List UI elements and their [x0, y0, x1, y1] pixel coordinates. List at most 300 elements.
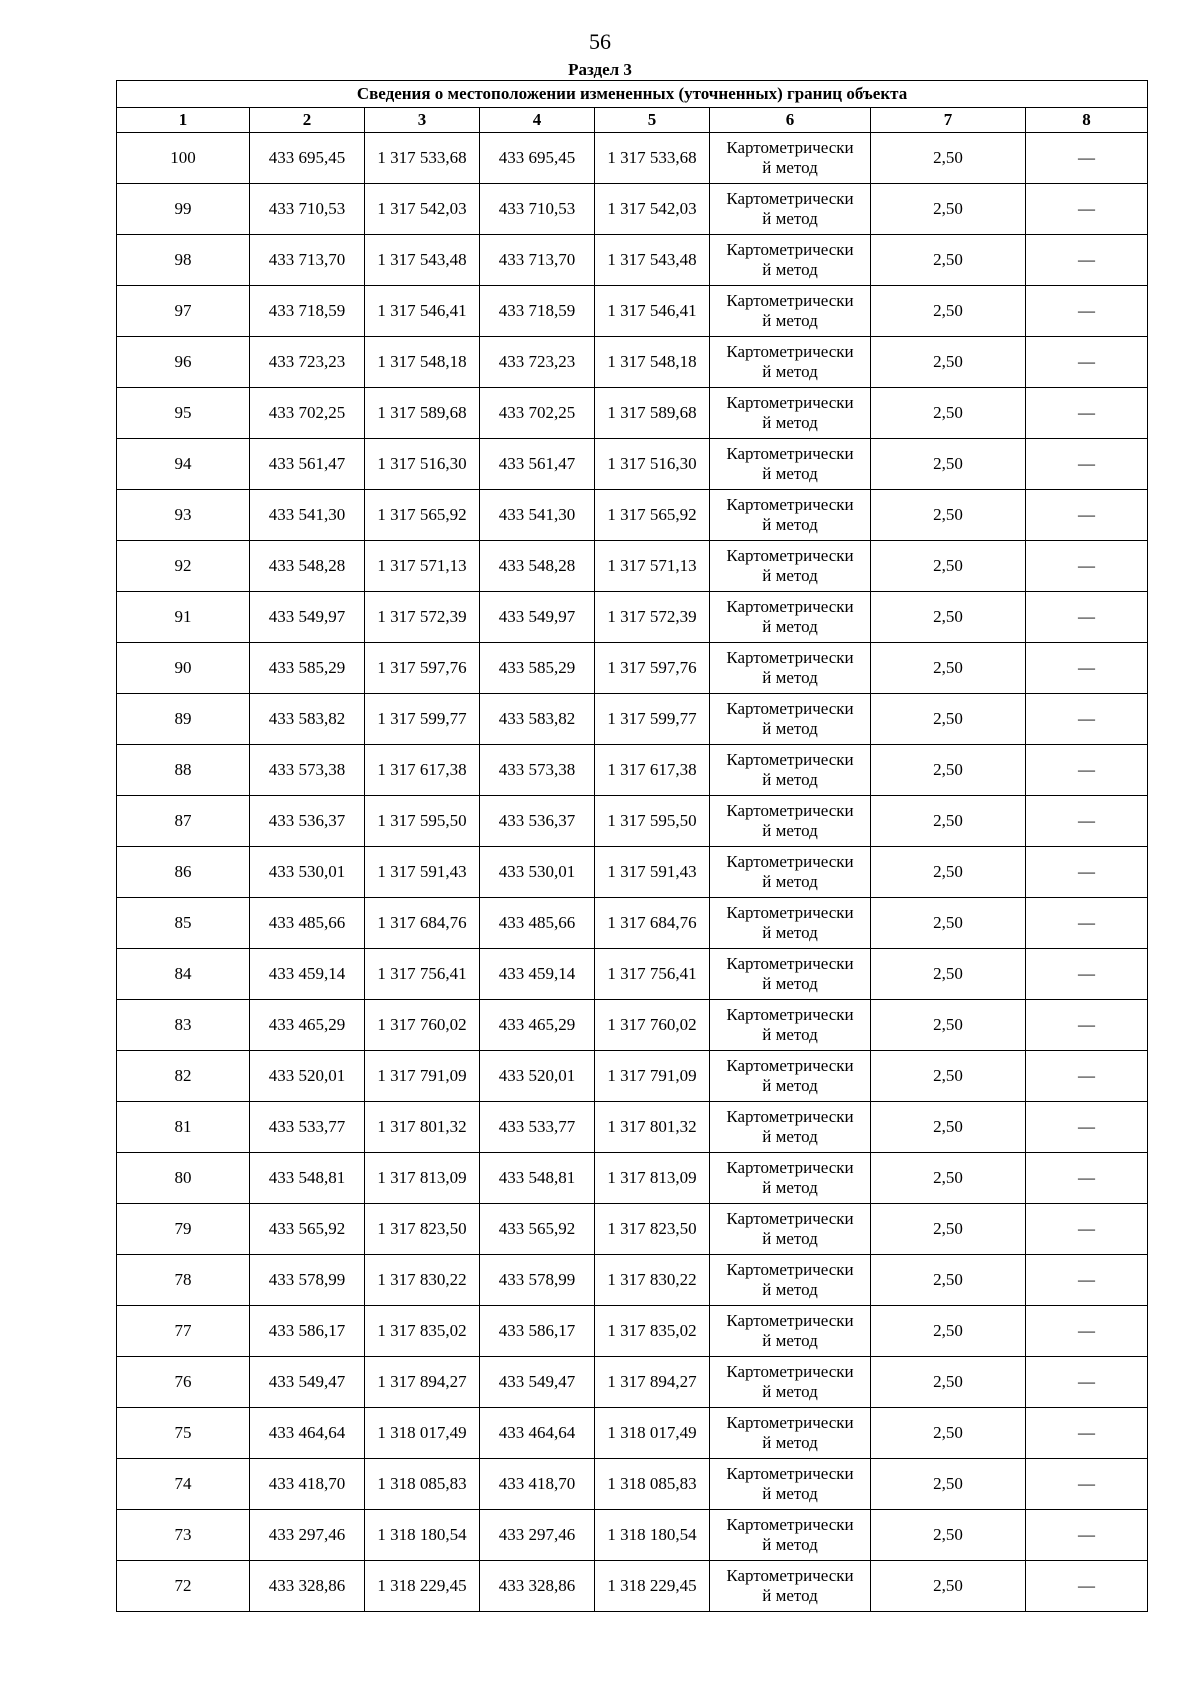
x-coord-new-cell: 433 585,29 [480, 643, 595, 694]
accuracy-cell: 2,50 [871, 1561, 1026, 1612]
note-cell: — [1026, 1102, 1148, 1153]
table-row [117, 694, 1148, 745]
note-cell: — [1026, 949, 1148, 1000]
method-line-1: Картометрически [726, 1056, 854, 1075]
y-coord-new-cell: 1 317 543,48 [595, 235, 710, 286]
x-coord-old-cell: 433 464,64 [250, 1408, 365, 1459]
point-number-cell: 86 [117, 847, 250, 898]
method-cell [710, 898, 871, 949]
x-coord-old-cell: 433 718,59 [250, 286, 365, 337]
method-line-1: Картометрически [726, 1107, 854, 1126]
method-line-2: й метод [762, 515, 818, 534]
method-line-1: Картометрически [726, 954, 854, 973]
method-line-2: й метод [762, 158, 818, 177]
table-row [117, 1102, 1148, 1153]
method-line-2: й метод [762, 668, 818, 687]
y-coord-new-cell: 1 317 801,32 [595, 1102, 710, 1153]
table-row [117, 1153, 1148, 1204]
x-coord-old-cell: 433 548,81 [250, 1153, 365, 1204]
y-coord-old-cell: 1 317 597,76 [365, 643, 480, 694]
note-cell: — [1026, 1153, 1148, 1204]
y-coord-new-cell: 1 317 548,18 [595, 337, 710, 388]
table-row [117, 643, 1148, 694]
y-coord-old-cell: 1 317 813,09 [365, 1153, 480, 1204]
x-coord-new-cell: 433 530,01 [480, 847, 595, 898]
method-line-2: й метод [762, 209, 818, 228]
method-cell [710, 184, 871, 235]
method-cell [710, 745, 871, 796]
y-coord-old-cell: 1 318 017,49 [365, 1408, 480, 1459]
method-cell [710, 1255, 871, 1306]
method-cell [710, 1561, 871, 1612]
note-cell: — [1026, 541, 1148, 592]
y-coord-old-cell: 1 317 595,50 [365, 796, 480, 847]
x-coord-old-cell: 433 565,92 [250, 1204, 365, 1255]
method-cell [710, 439, 871, 490]
y-coord-old-cell: 1 317 835,02 [365, 1306, 480, 1357]
x-coord-old-cell: 433 573,38 [250, 745, 365, 796]
x-coord-old-cell: 433 549,97 [250, 592, 365, 643]
x-coord-new-cell: 433 723,23 [480, 337, 595, 388]
y-coord-old-cell: 1 318 085,83 [365, 1459, 480, 1510]
y-coord-new-cell: 1 317 823,50 [595, 1204, 710, 1255]
note-cell: — [1026, 1510, 1148, 1561]
note-cell: — [1026, 796, 1148, 847]
table-row [117, 592, 1148, 643]
table-body [117, 133, 1148, 1612]
method-cell [710, 694, 871, 745]
method-line-1: Картометрически [726, 138, 854, 157]
table-row [117, 847, 1148, 898]
table-row [117, 235, 1148, 286]
method-line-2: й метод [762, 770, 818, 789]
point-number-cell: 96 [117, 337, 250, 388]
method-line-1: Картометрически [726, 1515, 854, 1534]
note-cell: — [1026, 490, 1148, 541]
point-number-cell: 81 [117, 1102, 250, 1153]
x-coord-old-cell: 433 533,77 [250, 1102, 365, 1153]
note-cell: — [1026, 643, 1148, 694]
accuracy-cell: 2,50 [871, 796, 1026, 847]
method-cell [710, 235, 871, 286]
point-number-cell: 78 [117, 1255, 250, 1306]
method-cell [710, 1357, 871, 1408]
accuracy-cell: 2,50 [871, 643, 1026, 694]
note-cell: — [1026, 1561, 1148, 1612]
method-line-1: Картометрически [726, 1566, 854, 1585]
column-number-5: 5 [595, 108, 710, 133]
point-number-cell: 90 [117, 643, 250, 694]
method-line-2: й метод [762, 1280, 818, 1299]
note-cell: — [1026, 694, 1148, 745]
y-coord-new-cell: 1 317 760,02 [595, 1000, 710, 1051]
table-row [117, 337, 1148, 388]
y-coord-new-cell: 1 317 813,09 [595, 1153, 710, 1204]
y-coord-new-cell: 1 317 617,38 [595, 745, 710, 796]
note-cell: — [1026, 847, 1148, 898]
method-line-2: й метод [762, 1178, 818, 1197]
note-cell: — [1026, 898, 1148, 949]
y-coord-new-cell: 1 317 597,76 [595, 643, 710, 694]
accuracy-cell: 2,50 [871, 541, 1026, 592]
x-coord-old-cell: 433 485,66 [250, 898, 365, 949]
method-line-1: Картометрически [726, 1209, 854, 1228]
method-line-2: й метод [762, 362, 818, 381]
x-coord-old-cell: 433 549,47 [250, 1357, 365, 1408]
method-line-1: Картометрически [726, 1260, 854, 1279]
point-number-cell: 72 [117, 1561, 250, 1612]
method-cell [710, 1051, 871, 1102]
method-cell [710, 133, 871, 184]
point-number-cell: 83 [117, 1000, 250, 1051]
note-cell: — [1026, 235, 1148, 286]
table-row [117, 1051, 1148, 1102]
x-coord-new-cell: 433 520,01 [480, 1051, 595, 1102]
table-caption: Сведения о местоположении измененных (уточненных) границ объекта [117, 81, 1148, 108]
point-number-cell: 88 [117, 745, 250, 796]
method-cell [710, 1204, 871, 1255]
y-coord-old-cell: 1 317 684,76 [365, 898, 480, 949]
x-coord-old-cell: 433 530,01 [250, 847, 365, 898]
method-line-2: й метод [762, 821, 818, 840]
x-coord-new-cell: 433 297,46 [480, 1510, 595, 1561]
accuracy-cell: 2,50 [871, 1051, 1026, 1102]
point-number-cell: 92 [117, 541, 250, 592]
y-coord-old-cell: 1 317 571,13 [365, 541, 480, 592]
y-coord-old-cell: 1 317 546,41 [365, 286, 480, 337]
table-row [117, 439, 1148, 490]
y-coord-new-cell: 1 317 589,68 [595, 388, 710, 439]
x-coord-new-cell: 433 573,38 [480, 745, 595, 796]
accuracy-cell: 2,50 [871, 1510, 1026, 1561]
column-number-7: 7 [871, 108, 1026, 133]
y-coord-old-cell: 1 317 572,39 [365, 592, 480, 643]
accuracy-cell: 2,50 [871, 1306, 1026, 1357]
x-coord-new-cell: 433 561,47 [480, 439, 595, 490]
method-line-2: й метод [762, 719, 818, 738]
method-line-2: й метод [762, 617, 818, 636]
y-coord-new-cell: 1 317 565,92 [595, 490, 710, 541]
accuracy-cell: 2,50 [871, 490, 1026, 541]
note-cell: — [1026, 286, 1148, 337]
note-cell: — [1026, 1459, 1148, 1510]
accuracy-cell: 2,50 [871, 592, 1026, 643]
note-cell: — [1026, 388, 1148, 439]
x-coord-old-cell: 433 578,99 [250, 1255, 365, 1306]
x-coord-new-cell: 433 695,45 [480, 133, 595, 184]
y-coord-old-cell: 1 317 599,77 [365, 694, 480, 745]
y-coord-new-cell: 1 317 894,27 [595, 1357, 710, 1408]
method-line-1: Картометрически [726, 1311, 854, 1330]
method-line-2: й метод [762, 1484, 818, 1503]
x-coord-old-cell: 433 418,70 [250, 1459, 365, 1510]
table-row [117, 1255, 1148, 1306]
method-line-2: й метод [762, 1076, 818, 1095]
y-coord-new-cell: 1 317 835,02 [595, 1306, 710, 1357]
method-line-2: й метод [762, 1535, 818, 1554]
table-row [117, 898, 1148, 949]
point-number-cell: 74 [117, 1459, 250, 1510]
x-coord-new-cell: 433 328,86 [480, 1561, 595, 1612]
y-coord-old-cell: 1 317 591,43 [365, 847, 480, 898]
method-line-1: Картометрически [726, 1158, 854, 1177]
method-cell [710, 592, 871, 643]
method-line-2: й метод [762, 872, 818, 891]
method-cell [710, 1510, 871, 1561]
point-number-cell: 97 [117, 286, 250, 337]
point-number-cell: 99 [117, 184, 250, 235]
x-coord-old-cell: 433 586,17 [250, 1306, 365, 1357]
y-coord-old-cell: 1 317 823,50 [365, 1204, 480, 1255]
accuracy-cell: 2,50 [871, 1204, 1026, 1255]
method-line-1: Картометрически [726, 342, 854, 361]
accuracy-cell: 2,50 [871, 949, 1026, 1000]
table-row [117, 1000, 1148, 1051]
y-coord-new-cell: 1 317 791,09 [595, 1051, 710, 1102]
point-number-cell: 94 [117, 439, 250, 490]
y-coord-old-cell: 1 317 791,09 [365, 1051, 480, 1102]
method-line-1: Картометрически [726, 1413, 854, 1432]
y-coord-old-cell: 1 317 516,30 [365, 439, 480, 490]
point-number-cell: 77 [117, 1306, 250, 1357]
method-cell [710, 337, 871, 388]
x-coord-old-cell: 433 548,28 [250, 541, 365, 592]
x-coord-old-cell: 433 710,53 [250, 184, 365, 235]
accuracy-cell: 2,50 [871, 439, 1026, 490]
y-coord-old-cell: 1 317 543,48 [365, 235, 480, 286]
x-coord-old-cell: 433 541,30 [250, 490, 365, 541]
method-line-1: Картометрически [726, 546, 854, 565]
table-row [117, 1510, 1148, 1561]
x-coord-new-cell: 433 485,66 [480, 898, 595, 949]
accuracy-cell: 2,50 [871, 1102, 1026, 1153]
point-number-cell: 87 [117, 796, 250, 847]
y-coord-old-cell: 1 317 548,18 [365, 337, 480, 388]
point-number-cell: 95 [117, 388, 250, 439]
method-line-1: Картометрически [726, 597, 854, 616]
point-number-cell: 80 [117, 1153, 250, 1204]
y-coord-old-cell: 1 317 617,38 [365, 745, 480, 796]
method-line-1: Картометрически [726, 1005, 854, 1024]
table-row [117, 1459, 1148, 1510]
method-line-1: Картометрически [726, 1464, 854, 1483]
table-row [117, 133, 1148, 184]
table-row [117, 745, 1148, 796]
note-cell: — [1026, 1408, 1148, 1459]
x-coord-new-cell: 433 541,30 [480, 490, 595, 541]
y-coord-old-cell: 1 318 180,54 [365, 1510, 480, 1561]
method-line-2: й метод [762, 311, 818, 330]
accuracy-cell: 2,50 [871, 694, 1026, 745]
table-row [117, 541, 1148, 592]
method-line-2: й метод [762, 1127, 818, 1146]
x-coord-new-cell: 433 549,47 [480, 1357, 595, 1408]
point-number-cell: 98 [117, 235, 250, 286]
page-number: 56 [589, 29, 611, 54]
note-cell: — [1026, 337, 1148, 388]
table-row [117, 1306, 1148, 1357]
method-cell [710, 1102, 871, 1153]
column-number-3: 3 [365, 108, 480, 133]
method-line-1: Картометрически [726, 1362, 854, 1381]
method-cell [710, 643, 871, 694]
column-number-8: 8 [1026, 108, 1148, 133]
method-line-1: Картометрически [726, 648, 854, 667]
method-cell [710, 541, 871, 592]
boundary-table [116, 80, 1148, 1612]
x-coord-old-cell: 433 585,29 [250, 643, 365, 694]
note-cell: — [1026, 745, 1148, 796]
method-line-2: й метод [762, 464, 818, 483]
y-coord-new-cell: 1 318 229,45 [595, 1561, 710, 1612]
note-cell: — [1026, 1306, 1148, 1357]
accuracy-cell: 2,50 [871, 1000, 1026, 1051]
method-cell [710, 1306, 871, 1357]
y-coord-new-cell: 1 317 756,41 [595, 949, 710, 1000]
point-number-cell: 82 [117, 1051, 250, 1102]
table-row [117, 949, 1148, 1000]
point-number-cell: 79 [117, 1204, 250, 1255]
accuracy-cell: 2,50 [871, 745, 1026, 796]
x-coord-old-cell: 433 695,45 [250, 133, 365, 184]
table-row [117, 796, 1148, 847]
table-row [117, 1408, 1148, 1459]
table-row [117, 1204, 1148, 1255]
method-cell [710, 1459, 871, 1510]
note-cell: — [1026, 1357, 1148, 1408]
accuracy-cell: 2,50 [871, 1357, 1026, 1408]
note-cell: — [1026, 592, 1148, 643]
x-coord-new-cell: 433 713,70 [480, 235, 595, 286]
column-number-1: 1 [117, 108, 250, 133]
point-number-cell: 85 [117, 898, 250, 949]
y-coord-old-cell: 1 317 830,22 [365, 1255, 480, 1306]
column-number-6: 6 [710, 108, 871, 133]
accuracy-cell: 2,50 [871, 388, 1026, 439]
x-coord-new-cell: 433 702,25 [480, 388, 595, 439]
y-coord-old-cell: 1 317 760,02 [365, 1000, 480, 1051]
method-line-1: Картометрически [726, 444, 854, 463]
note-cell: — [1026, 1000, 1148, 1051]
x-coord-old-cell: 433 465,29 [250, 1000, 365, 1051]
x-coord-new-cell: 433 418,70 [480, 1459, 595, 1510]
table-row [117, 286, 1148, 337]
point-number-cell: 100 [117, 133, 250, 184]
y-coord-new-cell: 1 317 533,68 [595, 133, 710, 184]
method-line-2: й метод [762, 1025, 818, 1044]
x-coord-old-cell: 433 702,25 [250, 388, 365, 439]
x-coord-new-cell: 433 459,14 [480, 949, 595, 1000]
method-line-2: й метод [762, 1331, 818, 1350]
method-line-1: Картометрически [726, 393, 854, 412]
method-line-2: й метод [762, 566, 818, 585]
accuracy-cell: 2,50 [871, 1459, 1026, 1510]
x-coord-new-cell: 433 464,64 [480, 1408, 595, 1459]
accuracy-cell: 2,50 [871, 184, 1026, 235]
y-coord-new-cell: 1 317 830,22 [595, 1255, 710, 1306]
note-cell: — [1026, 1204, 1148, 1255]
x-coord-new-cell: 433 536,37 [480, 796, 595, 847]
y-coord-new-cell: 1 318 017,49 [595, 1408, 710, 1459]
column-number-4: 4 [480, 108, 595, 133]
method-line-1: Картометрически [726, 495, 854, 514]
method-cell [710, 847, 871, 898]
y-coord-old-cell: 1 317 565,92 [365, 490, 480, 541]
y-coord-new-cell: 1 318 180,54 [595, 1510, 710, 1561]
method-line-2: й метод [762, 413, 818, 432]
table-row [117, 184, 1148, 235]
x-coord-new-cell: 433 549,97 [480, 592, 595, 643]
x-coord-old-cell: 433 561,47 [250, 439, 365, 490]
accuracy-cell: 2,50 [871, 1255, 1026, 1306]
note-cell: — [1026, 439, 1148, 490]
method-line-1: Картометрически [726, 750, 854, 769]
y-coord-old-cell: 1 317 542,03 [365, 184, 480, 235]
x-coord-old-cell: 433 297,46 [250, 1510, 365, 1561]
y-coord-old-cell: 1 317 756,41 [365, 949, 480, 1000]
note-cell: — [1026, 184, 1148, 235]
x-coord-old-cell: 433 520,01 [250, 1051, 365, 1102]
method-line-2: й метод [762, 260, 818, 279]
note-cell: — [1026, 133, 1148, 184]
point-number-cell: 89 [117, 694, 250, 745]
accuracy-cell: 2,50 [871, 286, 1026, 337]
method-line-2: й метод [762, 1433, 818, 1452]
x-coord-new-cell: 433 583,82 [480, 694, 595, 745]
x-coord-new-cell: 433 718,59 [480, 286, 595, 337]
method-cell [710, 796, 871, 847]
x-coord-new-cell: 433 710,53 [480, 184, 595, 235]
method-line-2: й метод [762, 1229, 818, 1248]
table-row [117, 1561, 1148, 1612]
note-cell: — [1026, 1051, 1148, 1102]
section-title: Раздел 3 [568, 60, 632, 79]
y-coord-old-cell: 1 317 533,68 [365, 133, 480, 184]
method-line-2: й метод [762, 923, 818, 942]
method-line-2: й метод [762, 974, 818, 993]
y-coord-new-cell: 1 317 572,39 [595, 592, 710, 643]
table-row [117, 1357, 1148, 1408]
point-number-cell: 75 [117, 1408, 250, 1459]
method-line-1: Картометрически [726, 291, 854, 310]
table-row [117, 388, 1148, 439]
point-number-cell: 73 [117, 1510, 250, 1561]
note-cell: — [1026, 1255, 1148, 1306]
y-coord-old-cell: 1 318 229,45 [365, 1561, 480, 1612]
y-coord-new-cell: 1 317 599,77 [595, 694, 710, 745]
method-line-1: Картометрически [726, 903, 854, 922]
x-coord-old-cell: 433 536,37 [250, 796, 365, 847]
x-coord-new-cell: 433 533,77 [480, 1102, 595, 1153]
method-line-2: й метод [762, 1382, 818, 1401]
y-coord-new-cell: 1 317 684,76 [595, 898, 710, 949]
method-line-1: Картометрически [726, 699, 854, 718]
x-coord-new-cell: 433 565,92 [480, 1204, 595, 1255]
accuracy-cell: 2,50 [871, 337, 1026, 388]
y-coord-new-cell: 1 317 542,03 [595, 184, 710, 235]
y-coord-new-cell: 1 317 546,41 [595, 286, 710, 337]
accuracy-cell: 2,50 [871, 847, 1026, 898]
y-coord-old-cell: 1 317 894,27 [365, 1357, 480, 1408]
y-coord-new-cell: 1 317 516,30 [595, 439, 710, 490]
method-cell [710, 490, 871, 541]
x-coord-old-cell: 433 459,14 [250, 949, 365, 1000]
method-line-2: й метод [762, 1586, 818, 1605]
method-line-1: Картометрически [726, 189, 854, 208]
method-cell [710, 949, 871, 1000]
x-coord-new-cell: 433 548,81 [480, 1153, 595, 1204]
method-line-1: Картометрически [726, 852, 854, 871]
